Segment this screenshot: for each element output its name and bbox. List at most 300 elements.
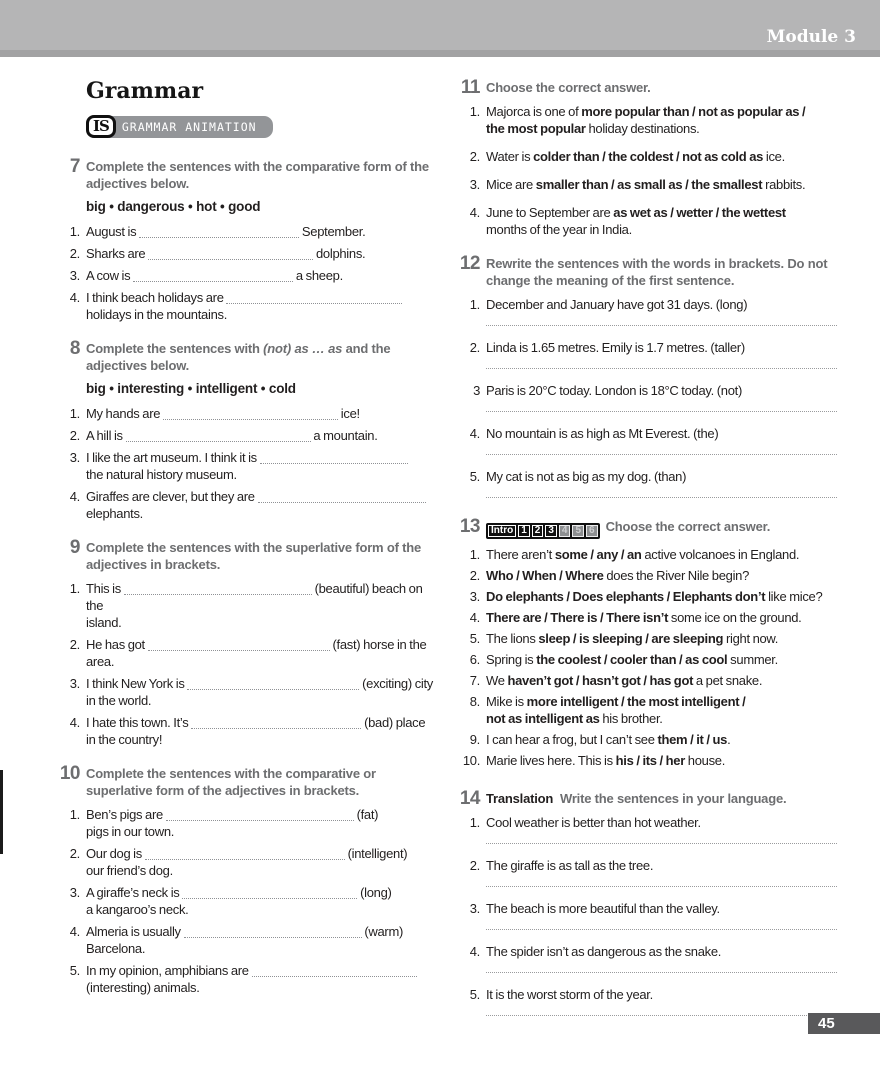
text-segment: June to September are — [486, 205, 614, 220]
text-segment: area. — [86, 654, 115, 669]
exercise-item — [456, 609, 837, 626]
answer-line — [486, 497, 837, 498]
item-text — [86, 714, 437, 748]
text-segment: December and January have got 31 days. (long) — [486, 297, 748, 312]
answer-line — [486, 368, 837, 369]
item-text — [486, 382, 837, 412]
item-number: 2. — [469, 149, 480, 164]
choice-options: his / its / her — [615, 753, 685, 768]
progress-tab-active: 1 — [518, 525, 530, 537]
item-number: 2. — [69, 246, 80, 261]
exercise-instruction — [86, 340, 437, 374]
exercise-item — [456, 857, 837, 887]
choice-options: some / any / an — [554, 547, 642, 562]
item-number: 3. — [69, 450, 80, 465]
text-segment: . — [727, 732, 731, 747]
text-segment: in the country! — [86, 732, 163, 747]
item-number: 7. — [469, 673, 480, 688]
item-number: 3 — [473, 383, 480, 398]
exercise-item — [56, 245, 437, 262]
text-segment: holidays in the mountains. — [86, 307, 228, 322]
text-segment: Complete the sentences with the comparative or superlative form of the adjectives in brackets. — [86, 766, 376, 798]
text-segment: Complete the sentences with — [86, 341, 264, 356]
item-number: 6. — [469, 652, 480, 667]
text-segment: There aren’t — [486, 547, 555, 562]
text-segment: a mountain. — [310, 428, 378, 443]
text-segment: Complete the sentences with the superlative form of the adjectives in brackets. — [86, 540, 422, 572]
exercise-item — [456, 567, 837, 584]
item-text — [86, 845, 437, 879]
text-segment: right now. — [723, 631, 779, 646]
exercise-item — [56, 714, 437, 748]
text-segment: Paris is 20°C today. London is 18°C today. (not) — [486, 383, 742, 398]
exercise-number: 11 — [460, 77, 480, 98]
exercise-header — [56, 158, 437, 192]
answer-blank — [139, 224, 299, 238]
text-segment: I think beach holidays are — [86, 290, 227, 305]
text-segment: Mice are — [486, 177, 536, 192]
item-text — [486, 693, 837, 727]
exercise-item — [456, 986, 837, 1016]
item-number: 10. — [462, 753, 480, 768]
exercise-instruction — [486, 79, 837, 96]
item-text — [86, 962, 437, 996]
text-segment: Cool weather is better than hot weather. — [486, 815, 701, 830]
text-segment: a kangaroo’s neck. — [86, 902, 189, 917]
item-number: 2. — [69, 428, 80, 443]
progress-tab-inactive: 4 — [559, 525, 571, 537]
text-segment: his brother. — [599, 711, 663, 726]
item-text — [486, 176, 837, 193]
answer-line — [486, 843, 837, 844]
text-segment: August is — [86, 224, 140, 239]
text-segment: Translation — [486, 791, 554, 806]
text-segment: island. — [86, 615, 122, 630]
exercise-item — [456, 588, 837, 605]
item-number: 4. — [469, 610, 480, 625]
exercise-item — [56, 806, 437, 840]
exercise-12 — [456, 255, 837, 498]
exercise-10 — [56, 765, 437, 996]
item-text — [486, 204, 837, 238]
exercise-item — [456, 651, 837, 668]
text-segment: Our dog is — [86, 846, 145, 861]
exercise-header — [456, 518, 837, 539]
exercise-item — [456, 943, 837, 973]
text-segment: ice. — [763, 149, 785, 164]
text-segment: the natural history museum. — [86, 467, 237, 482]
item-text — [86, 884, 437, 918]
item-number: 3. — [69, 676, 80, 691]
answer-blank — [252, 963, 417, 977]
item-number: 4. — [469, 944, 480, 959]
module-header-bar — [0, 0, 880, 50]
item-text — [486, 672, 837, 689]
item-text — [486, 609, 837, 626]
text-segment: and the adjectives below. — [86, 341, 391, 373]
choice-options: haven’t got / hasn’t got / has got — [507, 673, 694, 688]
item-text — [486, 339, 837, 369]
item-text — [486, 103, 837, 137]
choice-options: smaller than / as small as / the smallest — [535, 177, 763, 192]
choice-options: Do elephants / Does elephants / Elephants don’t — [486, 589, 766, 604]
answer-blank — [133, 268, 293, 282]
module-label: Module 3 — [766, 27, 856, 47]
exercise-item — [456, 752, 837, 769]
item-text — [86, 289, 437, 323]
text-segment: Water is — [486, 149, 534, 164]
text-segment: Choose the correct answer. — [605, 519, 771, 534]
text-segment: does the River Nile begin? — [603, 568, 750, 583]
text-segment: I hate this town. It’s — [86, 715, 192, 730]
item-number: 1. — [469, 297, 480, 312]
exercise-item — [456, 103, 837, 137]
text-segment: I like the art museum. I think it is — [86, 450, 260, 465]
item-number: 2. — [469, 340, 480, 355]
answer-blank — [182, 885, 357, 899]
answer-blank — [184, 924, 362, 938]
exercise-number: 10 — [59, 763, 80, 784]
text-segment: (fast) horse in the — [329, 637, 427, 652]
answer-line — [486, 1015, 837, 1016]
exercise-instruction — [86, 539, 437, 573]
choice-options: as wet as / wetter / the wettest — [613, 205, 786, 220]
text-segment: Complete the sentences with the comparative form of the adjectives below. — [86, 159, 429, 191]
exercise-item — [56, 923, 437, 957]
item-text — [486, 468, 837, 498]
exercise-11 — [456, 79, 837, 238]
exercise-item — [56, 223, 437, 240]
exercise-instruction — [86, 765, 437, 799]
item-number: 8. — [469, 694, 480, 709]
answer-line — [486, 886, 837, 887]
text-segment: A giraffe’s neck is — [86, 885, 183, 900]
text-segment: The spider isn’t as dangerous as the snake. — [486, 944, 722, 959]
text-segment: Spring is — [486, 652, 537, 667]
item-text — [486, 630, 837, 647]
page-number-badge: 45 — [808, 1013, 880, 1034]
text-segment: (intelligent) — [344, 846, 408, 861]
answer-line — [486, 972, 837, 973]
exercise-item — [456, 148, 837, 165]
item-number: 4. — [69, 924, 80, 939]
item-text — [86, 449, 437, 483]
exercise-item — [56, 405, 437, 422]
item-text — [86, 488, 437, 522]
exercise-item — [456, 204, 837, 238]
text-segment: The beach is more beautiful than the valley. — [486, 901, 720, 916]
exercise-item — [456, 425, 837, 455]
item-number: 2. — [69, 846, 80, 861]
item-number: 1. — [69, 807, 80, 822]
exercise-header — [56, 539, 437, 573]
exercise-item — [56, 488, 437, 522]
exercise-number: 7 — [69, 156, 80, 177]
text-segment: elephants. — [86, 506, 143, 521]
exercise-header — [456, 79, 837, 96]
item-text — [86, 636, 437, 670]
word-bank: big • dangerous • hot • good — [86, 199, 261, 214]
text-segment: September. — [299, 224, 366, 239]
item-text — [486, 814, 837, 844]
item-number: 1. — [469, 104, 480, 119]
exercise-13 — [456, 518, 837, 769]
text-segment: Majorca is one of — [486, 104, 582, 119]
answer-line — [486, 411, 837, 412]
item-number: 4. — [469, 205, 480, 220]
exercise-8 — [56, 340, 437, 522]
item-text — [86, 223, 437, 240]
exercise-number: 14 — [459, 788, 480, 809]
progress-tab-active: Intro — [488, 525, 516, 537]
item-text — [86, 427, 437, 444]
item-number: 3. — [469, 177, 480, 192]
exercise-item — [456, 382, 837, 412]
exercise-header — [56, 340, 437, 374]
item-number: 1. — [469, 547, 480, 562]
text-segment: Linda is 1.65 metres. Emily is 1.7 metres. (taller) — [486, 340, 745, 355]
text-segment: The giraffe is as tall as the tree. — [486, 858, 654, 873]
exercise-item — [456, 468, 837, 498]
item-text — [486, 900, 837, 930]
word-bank: big • interesting • intelligent • cold — [86, 381, 296, 396]
scan-artifact — [0, 770, 3, 854]
item-number: 5. — [469, 631, 480, 646]
item-text — [86, 580, 437, 631]
exercise-header — [456, 255, 837, 289]
text-segment: a sheep. — [293, 268, 343, 283]
text-segment: We — [486, 673, 508, 688]
item-number: 3. — [69, 885, 80, 900]
answer-line — [486, 325, 837, 326]
exercise-item — [456, 296, 837, 326]
exercise-number: 12 — [459, 253, 480, 274]
exercise-number: 8 — [69, 338, 80, 359]
exercise-item — [56, 845, 437, 879]
text-segment: No mountain is as high as Mt Everest. (the) — [486, 426, 719, 441]
item-number: 5. — [69, 963, 80, 978]
item-text — [486, 857, 837, 887]
choice-options: colder than / the coldest / not as cold as — [533, 149, 764, 164]
text-segment: (long) — [357, 885, 392, 900]
text-segment: (bad) place — [361, 715, 426, 730]
exercise-item — [56, 675, 437, 709]
text-segment: Marie lives here. This is — [486, 753, 616, 768]
text-segment: Barcelona. — [86, 941, 146, 956]
text-segment: like mice? — [765, 589, 823, 604]
text-segment: Choose the correct answer. — [486, 80, 651, 95]
answer-blank — [126, 428, 311, 442]
text-segment: I can hear a frog, but I can’t see — [486, 732, 658, 747]
item-text — [486, 943, 837, 973]
text-segment: He has got — [86, 637, 148, 652]
exercise-item — [456, 630, 837, 647]
choice-options: There are / There is / There isn’t — [486, 610, 669, 625]
item-number: 5. — [469, 987, 480, 1002]
item-text — [86, 245, 437, 262]
item-text — [86, 267, 437, 284]
progress-tab-active: 2 — [532, 525, 544, 537]
module-progress-tabs — [486, 523, 600, 539]
text-segment: My cat is not as big as my dog. (than) — [486, 469, 687, 484]
choice-options: not as intelligent as — [486, 711, 600, 726]
answer-blank — [124, 581, 312, 595]
item-number: 2. — [469, 568, 480, 583]
text-segment: ice! — [337, 406, 360, 421]
exercise-item — [56, 289, 437, 323]
item-text — [486, 296, 837, 326]
text-segment: Sharks are — [86, 246, 149, 261]
answer-blank — [258, 489, 426, 503]
workbook-page — [0, 57, 880, 1033]
text-segment: Rewrite the sentences with the words in brackets. Do not change the meaning of the first sentence. — [486, 256, 828, 288]
answer-line — [486, 929, 837, 930]
text-segment: I think New York is — [86, 676, 188, 691]
text-segment: (beautiful) beach on the — [86, 581, 423, 613]
text-segment: A cow is — [86, 268, 134, 283]
choice-options: them / it / us — [657, 732, 728, 747]
text-segment: months of the year in India. — [486, 222, 632, 237]
answer-blank — [163, 406, 338, 420]
item-number: 4. — [69, 290, 80, 305]
item-text — [486, 588, 837, 605]
text-segment: My hands are — [86, 406, 163, 421]
choice-options: more intelligent / the most intelligent / — [526, 694, 746, 709]
exercise-item — [56, 884, 437, 918]
text-segment: a pet snake. — [693, 673, 763, 688]
item-number: 3. — [469, 589, 480, 604]
exercise-item — [456, 731, 837, 748]
text-segment: Giraffes are clever, but they are — [86, 489, 258, 504]
exercise-instruction — [486, 518, 837, 539]
exercise-item — [56, 580, 437, 631]
exercise-item — [456, 814, 837, 844]
item-number: 5. — [469, 469, 480, 484]
answer-blank — [148, 637, 330, 651]
text-segment: holiday destinations. — [585, 121, 700, 136]
item-number: 4. — [69, 489, 80, 504]
exercise-item — [456, 900, 837, 930]
text-segment: summer. — [727, 652, 778, 667]
progress-tab-inactive: 6 — [586, 525, 598, 537]
exercise-header — [456, 790, 837, 807]
exercise-item — [456, 693, 837, 727]
exercise-instruction — [86, 158, 437, 192]
choice-options: Who / When / Where — [486, 568, 604, 583]
answer-blank — [226, 290, 402, 304]
text-segment: (not) as … as — [263, 341, 343, 356]
exercise-item — [56, 427, 437, 444]
answer-blank — [187, 676, 359, 690]
exercise-number: 9 — [69, 537, 80, 558]
column-left — [56, 79, 437, 1033]
item-text — [86, 923, 437, 957]
exercise-item — [456, 176, 837, 193]
item-number: 2. — [69, 637, 80, 652]
text-segment: our friend’s dog. — [86, 863, 173, 878]
item-number: 3. — [469, 901, 480, 916]
answer-blank — [166, 807, 354, 821]
item-text — [86, 806, 437, 840]
exercise-item — [456, 339, 837, 369]
exercise-item — [456, 546, 837, 563]
item-number: 2. — [469, 858, 480, 873]
item-text — [486, 651, 837, 668]
item-text — [486, 731, 837, 748]
exercise-item — [456, 672, 837, 689]
item-text — [486, 148, 837, 165]
exercise-9 — [56, 539, 437, 748]
exercise-instruction — [486, 790, 837, 807]
item-text — [486, 986, 837, 1016]
item-text — [86, 675, 437, 709]
header-edge-divider — [0, 50, 880, 57]
item-number: 1. — [69, 406, 80, 421]
answer-blank — [148, 246, 313, 260]
text-segment: Ben’s pigs are — [86, 807, 166, 822]
item-text — [486, 567, 837, 584]
text-segment: In my opinion, amphibians are — [86, 963, 252, 978]
item-number: 3. — [69, 268, 80, 283]
text-segment: active volcanoes in England. — [641, 547, 800, 562]
text-segment: The lions — [486, 631, 539, 646]
choice-options: the coolest / cooler than / as cool — [536, 652, 728, 667]
column-right — [456, 79, 837, 1033]
is-logo: IS — [86, 115, 116, 138]
exercise-item — [56, 636, 437, 670]
item-number: 9. — [469, 732, 480, 747]
text-segment: in the world. — [86, 693, 152, 708]
item-text — [486, 752, 837, 769]
item-number: 1. — [69, 581, 80, 596]
exercise-header — [56, 765, 437, 799]
answer-blank — [260, 450, 408, 464]
answer-line — [486, 454, 837, 455]
choice-options: sleep / is sleeping / are sleeping — [538, 631, 724, 646]
text-segment: house. — [684, 753, 726, 768]
exercise-number: 13 — [459, 516, 480, 537]
text-segment: Write the sentences in your language. — [553, 791, 787, 806]
item-number: 1. — [69, 224, 80, 239]
item-number: 4. — [69, 715, 80, 730]
exercise-14 — [456, 790, 837, 1016]
choice-options: more popular than / not as popular as / — [581, 104, 806, 119]
text-segment: pigs in our town. — [86, 824, 175, 839]
text-segment: (fat) — [353, 807, 379, 822]
page-title: Grammar — [86, 78, 204, 104]
answer-blank — [145, 846, 345, 860]
item-number: 1. — [469, 815, 480, 830]
text-segment: (interesting) animals. — [86, 980, 200, 995]
text-segment: A hill is — [86, 428, 126, 443]
answer-blank — [191, 715, 361, 729]
exercise-item — [56, 962, 437, 996]
progress-tab-active: 3 — [545, 525, 557, 537]
grammar-animation-label: GRAMMAR ANIMATION — [102, 116, 273, 138]
text-segment: It is the worst storm of the year. — [486, 987, 653, 1002]
exercise-instruction — [486, 255, 837, 289]
grammar-animation-badge — [86, 115, 273, 138]
exercise-item — [56, 267, 437, 284]
exercise-item — [56, 449, 437, 483]
text-segment: (exciting) city — [359, 676, 433, 691]
text-segment: Almeria is usually — [86, 924, 184, 939]
item-text — [486, 425, 837, 455]
text-segment: rabbits. — [762, 177, 806, 192]
item-number: 4. — [469, 426, 480, 441]
exercise-7 — [56, 158, 437, 323]
choice-options: the most popular — [486, 121, 586, 136]
